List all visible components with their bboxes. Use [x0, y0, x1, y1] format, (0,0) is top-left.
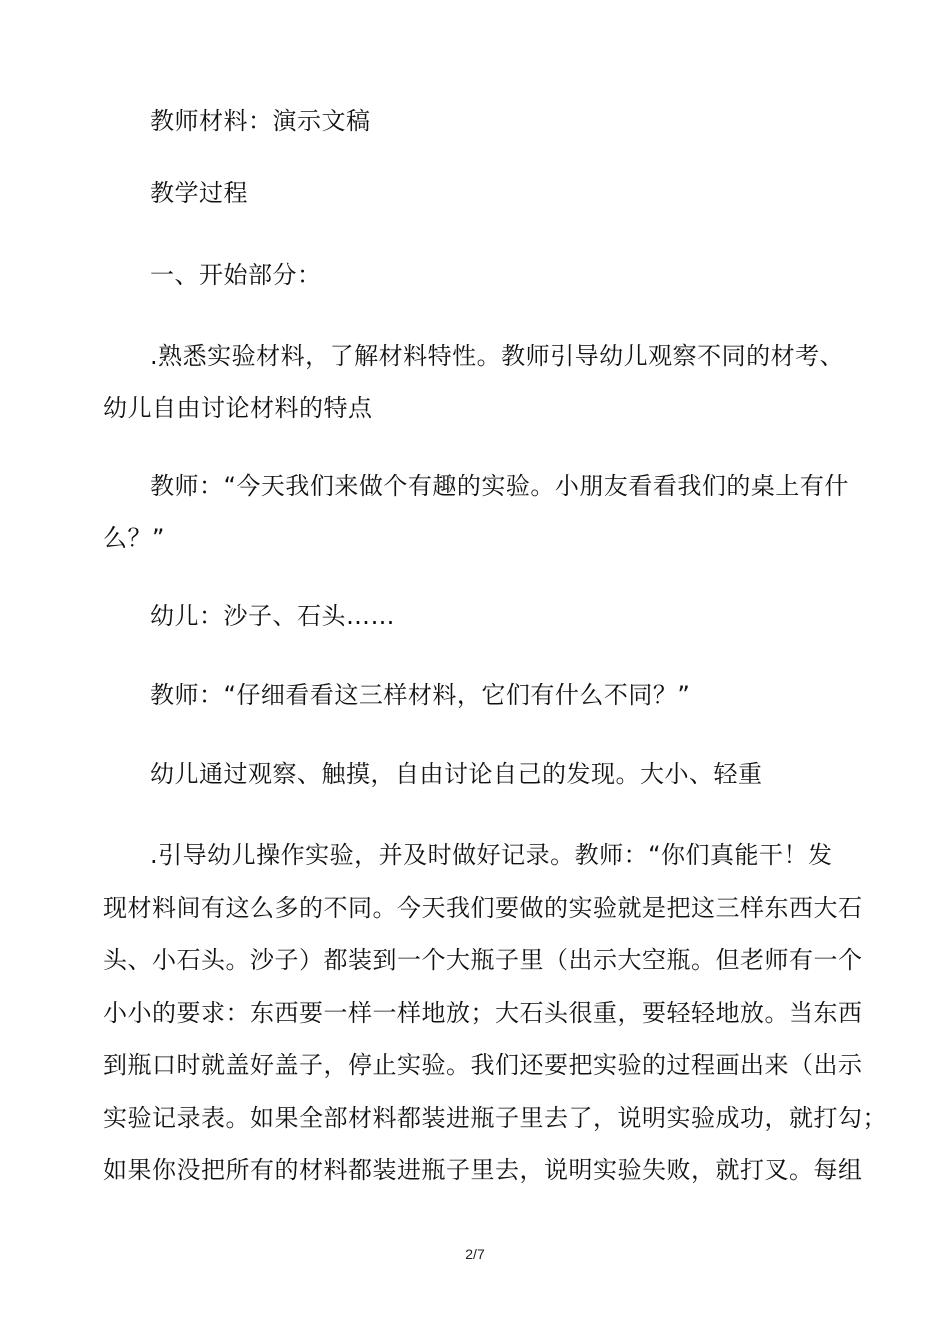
paragraph-6-line-1: .引导幼儿操作实验，并及时做好记录。教师：“你们真能干！发 [150, 841, 833, 869]
paragraph-2-line-2: 么？” [103, 524, 165, 552]
paragraph-3-line-1: 幼儿：沙子、石头…… [150, 602, 395, 630]
paragraph-6-line-5: 到瓶口时就盖好盖子，停止实验。我们还要把实验的过程画出来（出示 [103, 1051, 863, 1079]
paragraph-4-line-1: 教师：“仔细看看这三样材料，它们有什么不同？” [150, 681, 691, 709]
paragraph-6-line-6: 实验记录表。如果全部材料都装进瓶子里去了，说明实验成功，就打勾； [103, 1104, 887, 1132]
paragraph-6-line-4: 小小的要求：东西要一样一样地放；大石头很重，要轻轻地放。当东西 [103, 999, 863, 1027]
paragraph-2-line-1: 教师：“今天我们来做个有趣的实验。小朋友看看我们的桌上有什 [150, 472, 849, 500]
section-heading-teaching-process: 教学过程 [150, 179, 248, 207]
paragraph-6-line-3: 头、小石头。沙子）都装到一个大瓶子里（出示大空瓶。但老师有一个 [103, 946, 863, 974]
page-number: 2/7 [465, 1246, 485, 1262]
section-heading-opening: 一、开始部分： [150, 261, 322, 289]
paragraph-1-line-2: 幼儿自由讨论材料的特点 [103, 394, 373, 422]
paragraph-5-line-1: 幼儿通过观察、触摸，自由讨论自己的发现。大小、轻重 [150, 760, 763, 788]
paragraph-6-line-2: 现材料间有这么多的不同。今天我们要做的实验就是把这三样东西大石 [103, 894, 863, 922]
paragraph-1-line-1: .熟悉实验材料，了解材料特性。教师引导幼儿观察不同的材考、 [150, 342, 845, 370]
teacher-materials-line: 教师材料：演示文稿 [150, 107, 371, 135]
paragraph-6-line-7: 如果你没把所有的材料都装进瓶子里去，说明实验失败，就打叉。每组 [103, 1156, 863, 1184]
